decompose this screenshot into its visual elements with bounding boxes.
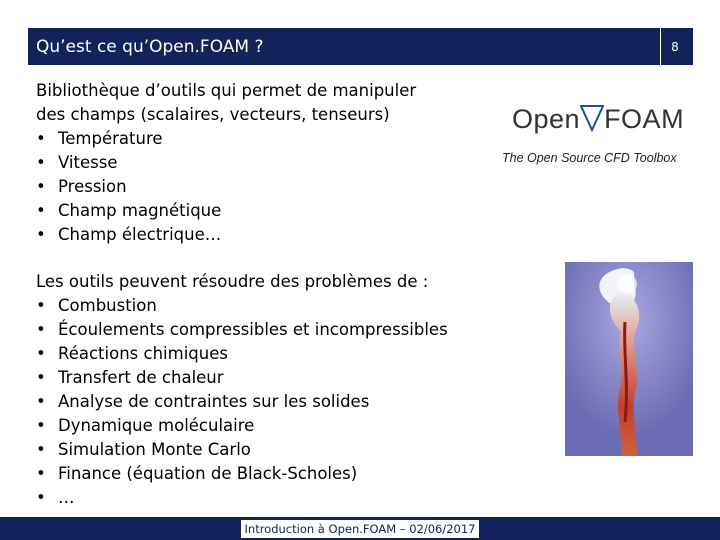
list-item: • Champ électrique… (36, 223, 496, 247)
section2-intro: Les outils peuvent résoudre des problèmes de : (36, 272, 429, 291)
slide-title: Qu’est ce qu’Open.FOAM ? (36, 36, 264, 57)
slide-content (36, 79, 496, 510)
list-item: • Finance (équation de Black-Scholes) (36, 462, 496, 486)
footer-bar (0, 517, 720, 540)
combustion-simulation-image (565, 262, 693, 456)
list-item: • Vitesse (36, 151, 496, 175)
logo-wordmark (512, 104, 684, 135)
list-item: • Champ magnétique (36, 199, 496, 223)
spacer (36, 247, 496, 270)
logo-text-foam: FOAM (604, 104, 685, 134)
list-item: • Transfert de chaleur (36, 366, 496, 390)
list-item: • Analyse de contraintes sur les solides (36, 390, 496, 414)
openfoam-logo (500, 104, 695, 168)
title-bar (28, 28, 693, 65)
list-item: • Dynamique moléculaire (36, 414, 496, 438)
list-item: • Pression (36, 175, 496, 199)
field-types-list (36, 127, 496, 247)
section1-intro-line1: Bibliothèque d’outils qui permet de manipuler (36, 81, 417, 100)
problems-list (36, 294, 496, 510)
logo-text-open: Open (512, 104, 581, 134)
logo-tagline: The Open Source CFD Toolbox (502, 151, 677, 165)
section1-intro-line2: des champs (scalaires, vecteurs, tenseurs) (36, 105, 390, 124)
footer-text: Introduction à Open.FOAM – 02/06/2017 (241, 520, 480, 538)
list-item: • Écoulements compressibles et incompressibles (36, 318, 496, 342)
list-item: • Température (36, 127, 496, 151)
page-number: 8 (660, 28, 689, 65)
list-item: • Combustion (36, 294, 496, 318)
nabla-icon (580, 104, 604, 132)
list-item: • … (36, 486, 496, 510)
list-item: • Simulation Monte Carlo (36, 438, 496, 462)
list-item: • Réactions chimiques (36, 342, 496, 366)
flame-plume-image (565, 262, 693, 456)
